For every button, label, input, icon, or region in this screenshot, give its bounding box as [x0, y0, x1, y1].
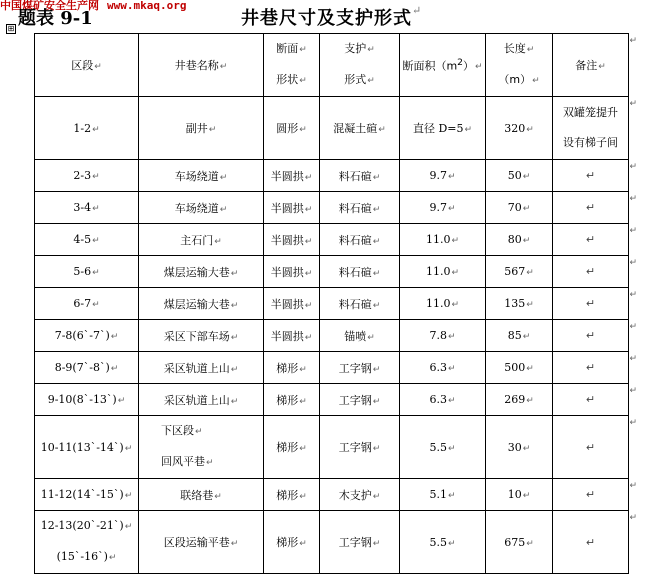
cell-section: 1-2↵	[35, 97, 139, 160]
cell-shape: 半圆拱↵	[264, 192, 320, 224]
cell-section: 9-10(8`-13`)↵	[35, 384, 139, 416]
cell-support: 木支护↵	[320, 479, 400, 511]
cell-support: 工字钢↵	[320, 384, 400, 416]
cell-area: 11.0↵	[400, 288, 486, 320]
cell-shape: 梯形↵	[264, 479, 320, 511]
row-end-mark: ↵	[629, 161, 637, 172]
header-area: 断面积$(m^2)↵$	[400, 34, 486, 97]
cell-area: 直径 D=5↵	[400, 97, 486, 160]
cell-support: 料石碹↵	[320, 256, 400, 288]
row-end-mark: ↵	[629, 417, 637, 428]
cell-shape: 梯形↵	[264, 416, 320, 479]
table-label: 题表 9-1	[18, 8, 93, 29]
cell-support: 工字钢↵	[320, 511, 400, 574]
row-end-mark: ↵	[629, 35, 637, 46]
cell-name: 车场绕道↵	[139, 160, 264, 192]
cell-length: 567↵	[486, 256, 553, 288]
table-header-row	[35, 34, 629, 97]
cell-name: 煤层运输大巷↵	[139, 288, 264, 320]
cell-section: 2-3↵	[35, 160, 139, 192]
header-name: 井巷名称↵	[139, 34, 264, 97]
cell-shape: 半圆拱↵	[264, 320, 320, 352]
table-row	[35, 384, 629, 416]
cell-name: 下区段↵ 回风平巷↵	[139, 416, 264, 479]
cell-area: 5.1↵	[400, 479, 486, 511]
table-row	[35, 224, 629, 256]
cell-name: 采区下部车场↵	[139, 320, 264, 352]
cell-remark: 双罐笼提升 设有梯子间	[553, 97, 629, 160]
row-end-mark: ↵	[629, 321, 637, 332]
cell-support: 料石碹↵	[320, 192, 400, 224]
page-title	[241, 4, 422, 30]
cell-length: 320↵	[486, 97, 553, 160]
row-end-mark: ↵	[629, 193, 637, 204]
table-row	[35, 511, 629, 574]
cell-length: 269↵	[486, 384, 553, 416]
row-end-mark: ↵	[629, 289, 637, 300]
table-row	[35, 256, 629, 288]
cell-remark: ↵	[553, 384, 629, 416]
cell-area: 9.7↵	[400, 160, 486, 192]
cell-support: 料石碹↵	[320, 288, 400, 320]
row-end-mark: ↵	[629, 225, 637, 236]
cell-remark: ↵	[553, 256, 629, 288]
cell-name: 车场绕道↵	[139, 192, 264, 224]
cell-section: 3-4↵	[35, 192, 139, 224]
cell-section: 7-8(6`-7`)↵	[35, 320, 139, 352]
cell-shape: 梯形↵	[264, 511, 320, 574]
title-text: 井巷尺寸及支护形式	[241, 8, 412, 29]
cell-remark: ↵	[553, 511, 629, 574]
cell-length: 10↵	[486, 479, 553, 511]
cell-name: 采区轨道上山↵	[139, 384, 264, 416]
cell-support: 锚喷↵	[320, 320, 400, 352]
table-row	[35, 479, 629, 511]
site-name: 中国煤矿安全生产网	[0, 0, 99, 12]
row-end-mark: ↵	[629, 480, 637, 491]
cell-shape: 半圆拱↵	[264, 160, 320, 192]
cell-length: 70↵	[486, 192, 553, 224]
row-end-mark: ↵	[629, 257, 637, 268]
cell-length: 500↵	[486, 352, 553, 384]
cell-name: 联络巷↵	[139, 479, 264, 511]
shaft-roadway-table	[34, 33, 629, 574]
cell-remark: ↵	[553, 479, 629, 511]
cell-remark: ↵	[553, 192, 629, 224]
cell-support: 工字钢↵	[320, 352, 400, 384]
cell-section: 10-11(13`-14`)↵	[35, 416, 139, 479]
row-end-mark: ↵	[629, 385, 637, 396]
cell-name: 副井↵	[139, 97, 264, 160]
cell-support: 料石碹↵	[320, 160, 400, 192]
cell-name: 主石门↵	[139, 224, 264, 256]
cell-section: 12-13(20`-21`)↵ (15`-16`)↵	[35, 511, 139, 574]
cell-shape: 圆形↵	[264, 97, 320, 160]
cell-area: 6.3↵	[400, 352, 486, 384]
table-row	[35, 352, 629, 384]
cell-remark: ↵	[553, 160, 629, 192]
header-remark: 备注↵	[553, 34, 629, 97]
cell-support: 料石碹↵	[320, 224, 400, 256]
cell-name: 区段运输平巷↵	[139, 511, 264, 574]
cell-area: 5.5↵	[400, 511, 486, 574]
header-length: 长度↵ （m）↵	[486, 34, 553, 97]
cell-length: 135↵	[486, 288, 553, 320]
cell-length: 85↵	[486, 320, 553, 352]
cell-remark: ↵	[553, 352, 629, 384]
cell-remark: ↵	[553, 288, 629, 320]
cell-remark: ↵	[553, 416, 629, 479]
cell-area: 11.0↵	[400, 224, 486, 256]
cell-section: 4-5↵	[35, 224, 139, 256]
cell-remark: ↵	[553, 320, 629, 352]
row-end-mark: ↵	[629, 98, 637, 109]
cell-section: 5-6↵	[35, 256, 139, 288]
cell-support: 工字钢↵	[320, 416, 400, 479]
table-row	[35, 288, 629, 320]
cell-name: 采区轨道上山↵	[139, 352, 264, 384]
cell-length: 50↵	[486, 160, 553, 192]
cell-section: 11-12(14`-15`)↵	[35, 479, 139, 511]
table-row	[35, 416, 629, 479]
row-end-mark: ↵	[629, 353, 637, 364]
table-row	[35, 320, 629, 352]
table-row	[35, 192, 629, 224]
cell-shape: 半圆拱↵	[264, 288, 320, 320]
paragraph-mark: ↵	[412, 4, 423, 17]
cell-section: 8-9(7`-8`)↵	[35, 352, 139, 384]
cell-shape: 梯形↵	[264, 384, 320, 416]
table-row	[35, 97, 629, 160]
cell-section: 6-7↵	[35, 288, 139, 320]
cell-length: 30↵	[486, 416, 553, 479]
cell-shape: 半圆拱↵	[264, 224, 320, 256]
cell-area: 11.0↵	[400, 256, 486, 288]
site-url[interactable]: www.mkaq.org	[107, 0, 187, 12]
header-shape: 断面↵ 形状↵	[264, 34, 320, 97]
table-move-handle-icon[interactable]: ⊞	[7, 24, 15, 33]
cell-area: 7.8↵	[400, 320, 486, 352]
cell-area: 5.5↵	[400, 416, 486, 479]
cell-shape: 梯形↵	[264, 352, 320, 384]
cell-length: 675↵	[486, 511, 553, 574]
cell-area: 6.3↵	[400, 384, 486, 416]
table-row	[35, 160, 629, 192]
cell-length: 80↵	[486, 224, 553, 256]
cell-area: 9.7↵	[400, 192, 486, 224]
cell-support: 混凝土碹↵	[320, 97, 400, 160]
cell-shape: 半圆拱↵	[264, 256, 320, 288]
header-support: 支护↵ 形式↵	[320, 34, 400, 97]
row-end-mark: ↵	[629, 512, 637, 523]
header-section: 区段↵	[35, 34, 139, 97]
cell-name: 煤层运输大巷↵	[139, 256, 264, 288]
cell-remark: ↵	[553, 224, 629, 256]
